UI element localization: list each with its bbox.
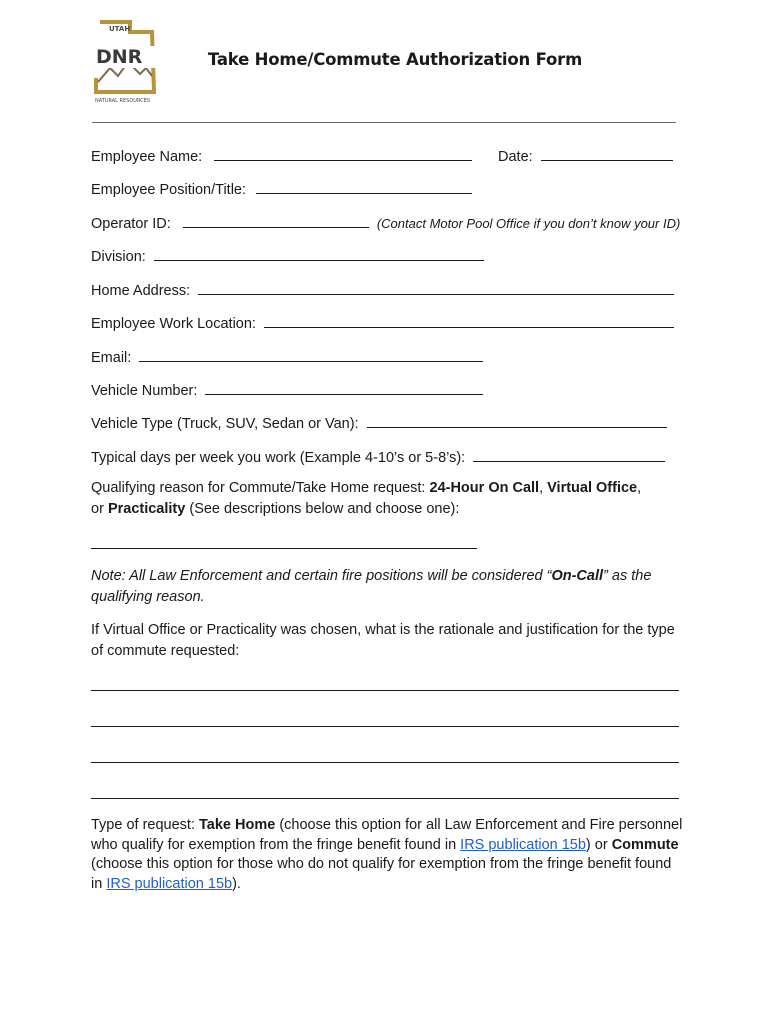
request-type-part-2: ) or	[585, 836, 608, 853]
rationale-line-2[interactable]	[91, 726, 679, 727]
employee-name-label: Employee Name:	[91, 149, 203, 165]
work-location-field[interactable]	[264, 313, 674, 328]
note-on-call: On-Call	[551, 568, 604, 584]
email-row	[91, 347, 483, 367]
header-divider	[92, 122, 676, 123]
qualifying-intro: Qualifying reason for Commute/Take Home request:	[91, 480, 426, 496]
rationale-line-1[interactable]	[91, 690, 679, 691]
date-field[interactable]	[541, 146, 673, 161]
rationale-question: If Virtual Office or Practicality was chosen, what is the rationale and justification for the type of commute requested:	[91, 622, 675, 659]
qualifying-sep-1: ,	[539, 480, 544, 496]
vehicle-type-row	[91, 413, 667, 433]
work-location-row	[91, 313, 674, 333]
note-lead: Note: All Law Enforcement and certain fire positions will be considered “	[91, 568, 552, 584]
option-commute: Commute	[611, 836, 679, 853]
operator-id-label: Operator ID:	[91, 216, 171, 232]
division-field[interactable]	[154, 246, 484, 261]
option-24-hour-on-call: 24-Hour On Call	[429, 480, 540, 496]
date-label: Date:	[498, 149, 533, 165]
request-type-text	[91, 816, 683, 894]
vehicle-number-row	[91, 380, 483, 400]
vehicle-number-label: Vehicle Number:	[91, 383, 198, 399]
vehicle-type-field[interactable]	[367, 413, 667, 428]
option-take-home: Take Home	[199, 817, 276, 833]
position-label: Employee Position/Title:	[91, 182, 247, 198]
vehicle-number-field[interactable]	[205, 380, 483, 395]
rationale-line-3[interactable]	[91, 762, 679, 763]
home-address-label: Home Address:	[91, 283, 191, 299]
email-label: Email:	[91, 350, 132, 366]
svg-text:UTAH: UTAH	[109, 25, 131, 33]
home-address-row	[91, 280, 674, 300]
request-type-part-4: ).	[232, 875, 241, 892]
request-type-part-1: (choose this option for all Law Enforcement and Fire personnel who qualify for exemption from the fringe benefit found in	[91, 817, 683, 853]
form-title: Take Home/Commute Authorization Form	[207, 50, 583, 69]
employee-name-row	[91, 146, 472, 166]
date-row	[498, 146, 673, 166]
request-type-lead: Type of request:	[91, 817, 195, 833]
division-row	[91, 246, 484, 266]
typical-days-field[interactable]	[473, 447, 665, 462]
position-row	[91, 179, 472, 199]
rationale-line-4[interactable]	[91, 798, 679, 799]
operator-id-note: (Contact Motor Pool Office if you don’t know your ID)	[376, 216, 681, 231]
request-type-part-3: (choose this option for those who do not qualify for exemption from the fringe benefit found in	[91, 856, 672, 892]
option-practicality: Practicality	[107, 500, 186, 517]
operator-id-field[interactable]	[183, 213, 369, 228]
division-label: Division:	[91, 249, 146, 265]
irs-publication-15b-link-1[interactable]: IRS publication 15b	[460, 836, 586, 853]
qualifying-reason-field[interactable]	[91, 548, 477, 549]
position-field[interactable]	[256, 179, 472, 194]
qualifying-tail: (See descriptions below and choose one):	[189, 500, 460, 517]
vehicle-type-label: Vehicle Type (Truck, SUV, Sedan or Van):	[91, 416, 359, 432]
work-location-label: Employee Work Location:	[91, 316, 256, 332]
typical-days-label: Typical days per week you work (Example 4-10’s or 5-8’s):	[91, 450, 466, 466]
option-virtual-office: Virtual Office	[547, 480, 638, 496]
qualifying-or: or	[91, 500, 104, 517]
svg-text:DNR: DNR	[96, 46, 143, 68]
email-field[interactable]	[139, 347, 483, 362]
operator-id-row	[91, 213, 680, 233]
typical-days-row	[91, 447, 665, 467]
qualifying-reason-text	[91, 478, 683, 519]
employee-name-field[interactable]	[214, 146, 472, 161]
note-tail: ” as the qualifying reason.	[91, 568, 652, 605]
qualifying-sep-2: ,	[637, 480, 642, 496]
home-address-field[interactable]	[198, 280, 674, 295]
irs-publication-15b-link-2[interactable]: IRS publication 15b	[106, 875, 233, 892]
svg-text:NATURAL RESOURCES: NATURAL RESOURCES	[95, 98, 151, 104]
law-enforcement-note	[91, 566, 683, 607]
